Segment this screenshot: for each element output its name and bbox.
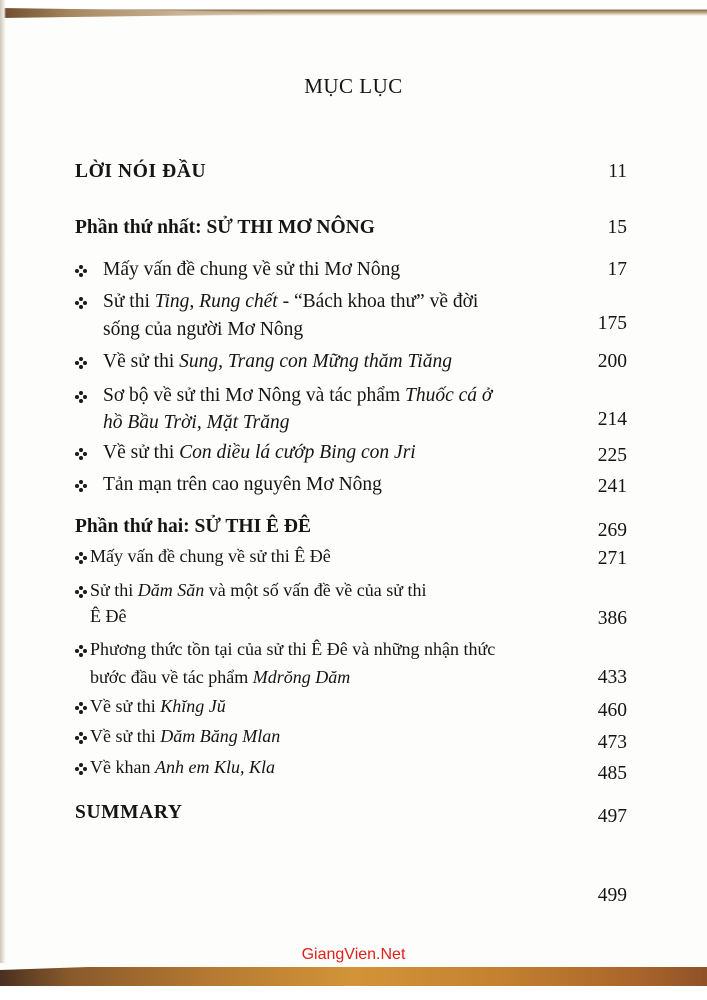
text-segment: Về sử thi [90,696,161,716]
diamond-bullet-icon [75,732,87,744]
text-segment: Về sử thi [90,726,161,746]
diamond-bullet-icon [75,265,87,277]
toc-page-number: 241 [597,476,627,497]
diamond-bullet-icon [75,448,87,460]
toc-part-label: Phần thứ hai: SỬ THI Ê ĐÊ [75,516,312,537]
work-title-continuation: hồ Bầu Trời, Mặt Trăng [103,412,290,433]
toc-item-label [90,752,275,783]
diamond-bullet-icon [75,763,87,775]
toc-page-number: 17 [607,259,627,280]
toc-page-number: 15 [607,217,627,238]
toc-label: LỜI NÓI ĐẦU [75,161,207,182]
toc-item-label: Mấy vấn đề chung về sử thi Mơ Nông [103,259,401,280]
diamond-bullet-icon [75,552,87,564]
toc-item-label-continuation: sống của người Mơ Nông [103,319,304,340]
toc-page-number: 386 [597,608,627,629]
toc-item-label [90,721,280,752]
toc-part-label: Phần thứ nhất: SỬ THI MƠ NÔNG [75,217,375,238]
page-bottom-margin [0,986,707,1000]
toc-item-label-continuation [90,662,350,693]
work-title: Thuốc cá ở [405,385,493,406]
toc-page-number: 269 [597,520,627,541]
work-title: Dăm Băng Mlan [160,726,281,746]
diamond-bullet-icon [75,297,87,309]
toc-item-label: Mấy vấn đề chung về sử thi Ê Đê [90,546,331,566]
watermark-link[interactable]: GiangVien.Net [301,946,406,963]
toc-item-label [103,286,543,317]
work-title: Khĭng Jŭ [160,696,226,716]
toc-item-label [103,346,452,377]
toc-page-number: 473 [597,732,627,753]
work-title: Dăm Săn [137,580,205,600]
text-segment: và một số vấn đề về của sử thi [204,580,427,600]
toc-page-number: 11 [608,161,627,182]
toc-item-label-continuation: Ê Đê [90,606,127,626]
text-segment: Sơ bộ về sử thi Mơ Nông và tác phẩm [103,385,405,406]
toc-page-number: 497 [597,806,627,827]
text-segment: bước đầu về tác phẩm [90,667,253,687]
page-number: 499 [597,885,627,906]
text-segment: - “Bách khoa thư” về đời [277,291,479,312]
diamond-bullet-icon [75,357,87,369]
toc-item-label: Phương thức tồn tại của sử thi Ê Đê và những nhận thức [90,639,496,659]
diamond-bullet-icon [75,586,87,598]
toc-label: SUMMARY [75,802,183,823]
work-title: Ting, Rung chết [154,291,278,312]
text-segment: Sử thi [90,580,138,600]
toc-page-number: 225 [597,445,627,466]
toc-item-label [103,437,416,468]
diamond-bullet-icon [75,391,87,403]
page-title: MỤC LỤC [304,74,403,98]
diamond-bullet-icon [75,645,87,657]
toc-item-label [90,575,568,606]
diamond-bullet-icon [75,702,87,714]
text-segment: Về sử thi [103,442,180,463]
work-title: Sung, Trang con Mững thăm Tiăng [179,351,452,372]
toc-page-number: 485 [597,763,627,784]
toc-item-label: Tản mạn trên cao nguyên Mơ Nông [103,474,382,495]
text-segment: Về sử thi [103,351,180,372]
toc-page-number: 214 [597,409,627,430]
toc-page-number: 200 [597,351,627,372]
toc-page-number: 460 [597,700,627,721]
work-title: Con diều lá cướp Bing con Jri [179,442,416,463]
text-segment: Sử thi [103,291,155,312]
toc-page-number: 433 [597,667,627,688]
text-segment: Về khan [90,757,155,777]
toc-item-label [90,691,226,722]
work-title: Anh em Klu, Kla [154,757,275,777]
work-title: Mdrŏng Dăm [252,667,351,687]
page-left-edge [0,0,6,1000]
toc-page-number: 175 [597,313,627,334]
diamond-bullet-icon [75,480,87,492]
toc-page-number: 271 [597,548,627,569]
